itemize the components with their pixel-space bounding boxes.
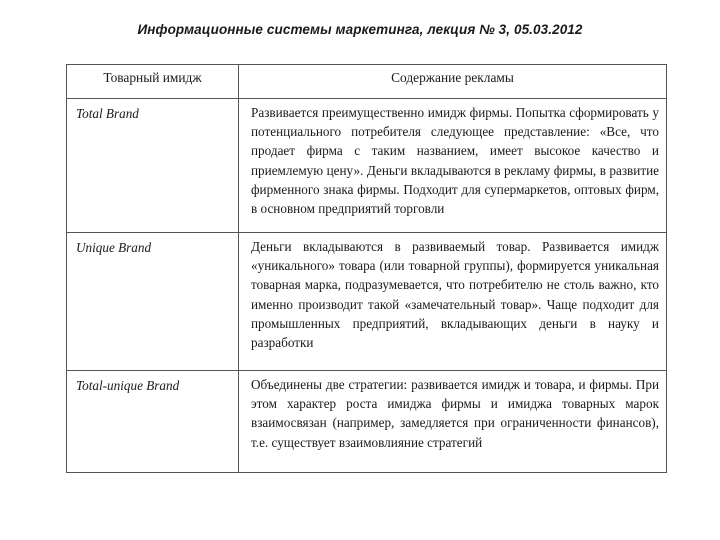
table-header-row: [67, 65, 667, 99]
brand-image-table: [66, 64, 667, 473]
brand-name-cell: Total-unique Brand: [67, 371, 239, 473]
ad-content-cell: Объединены две стратегии: развивается имидж и товара, и фирмы. При этом характер роста имиджа фирмы и имиджа товарных марок взаимосвязан (например, замедляется при ограниченности финансов), т.е. существует взаимовлияние стратегий: [239, 371, 667, 473]
column-header-brand-image: Товарный имидж: [67, 65, 239, 99]
brand-name-cell: Total Brand: [67, 99, 239, 233]
table-row: [67, 371, 667, 473]
brand-name-cell: Unique Brand: [67, 233, 239, 371]
column-header-ad-content: Содержание рекламы: [239, 65, 667, 99]
page-header-title: Информационные системы маркетинга, лекция № 3, 05.03.2012: [137, 22, 583, 37]
table-row: [67, 233, 667, 371]
ad-content-cell: Деньги вкладываются в развиваемый товар. Развивается имидж «уникального» товара (или товарной группы), формируется уникальная товарная марка, подразумевается, что потребителю не столь важно, кто именно производит такой «замечательный товар». Чаще подходит для промышленных предприятий, вкладывающих деньги в науку и разработки: [239, 233, 667, 371]
table-row: [67, 99, 667, 233]
ad-content-cell: Развивается преимущественно имидж фирмы. Попытка сформировать у потенциального потребителя следующее представление: «Все, что продает фирма с таким названием, имеет высокое качество и приемлемую цену». Деньги вкладываются в рекламу фирмы, в развитие фирменного знака фирмы. Подходит для супермаркетов, оптовых фирм, в основном предприятий торговли: [239, 99, 667, 233]
